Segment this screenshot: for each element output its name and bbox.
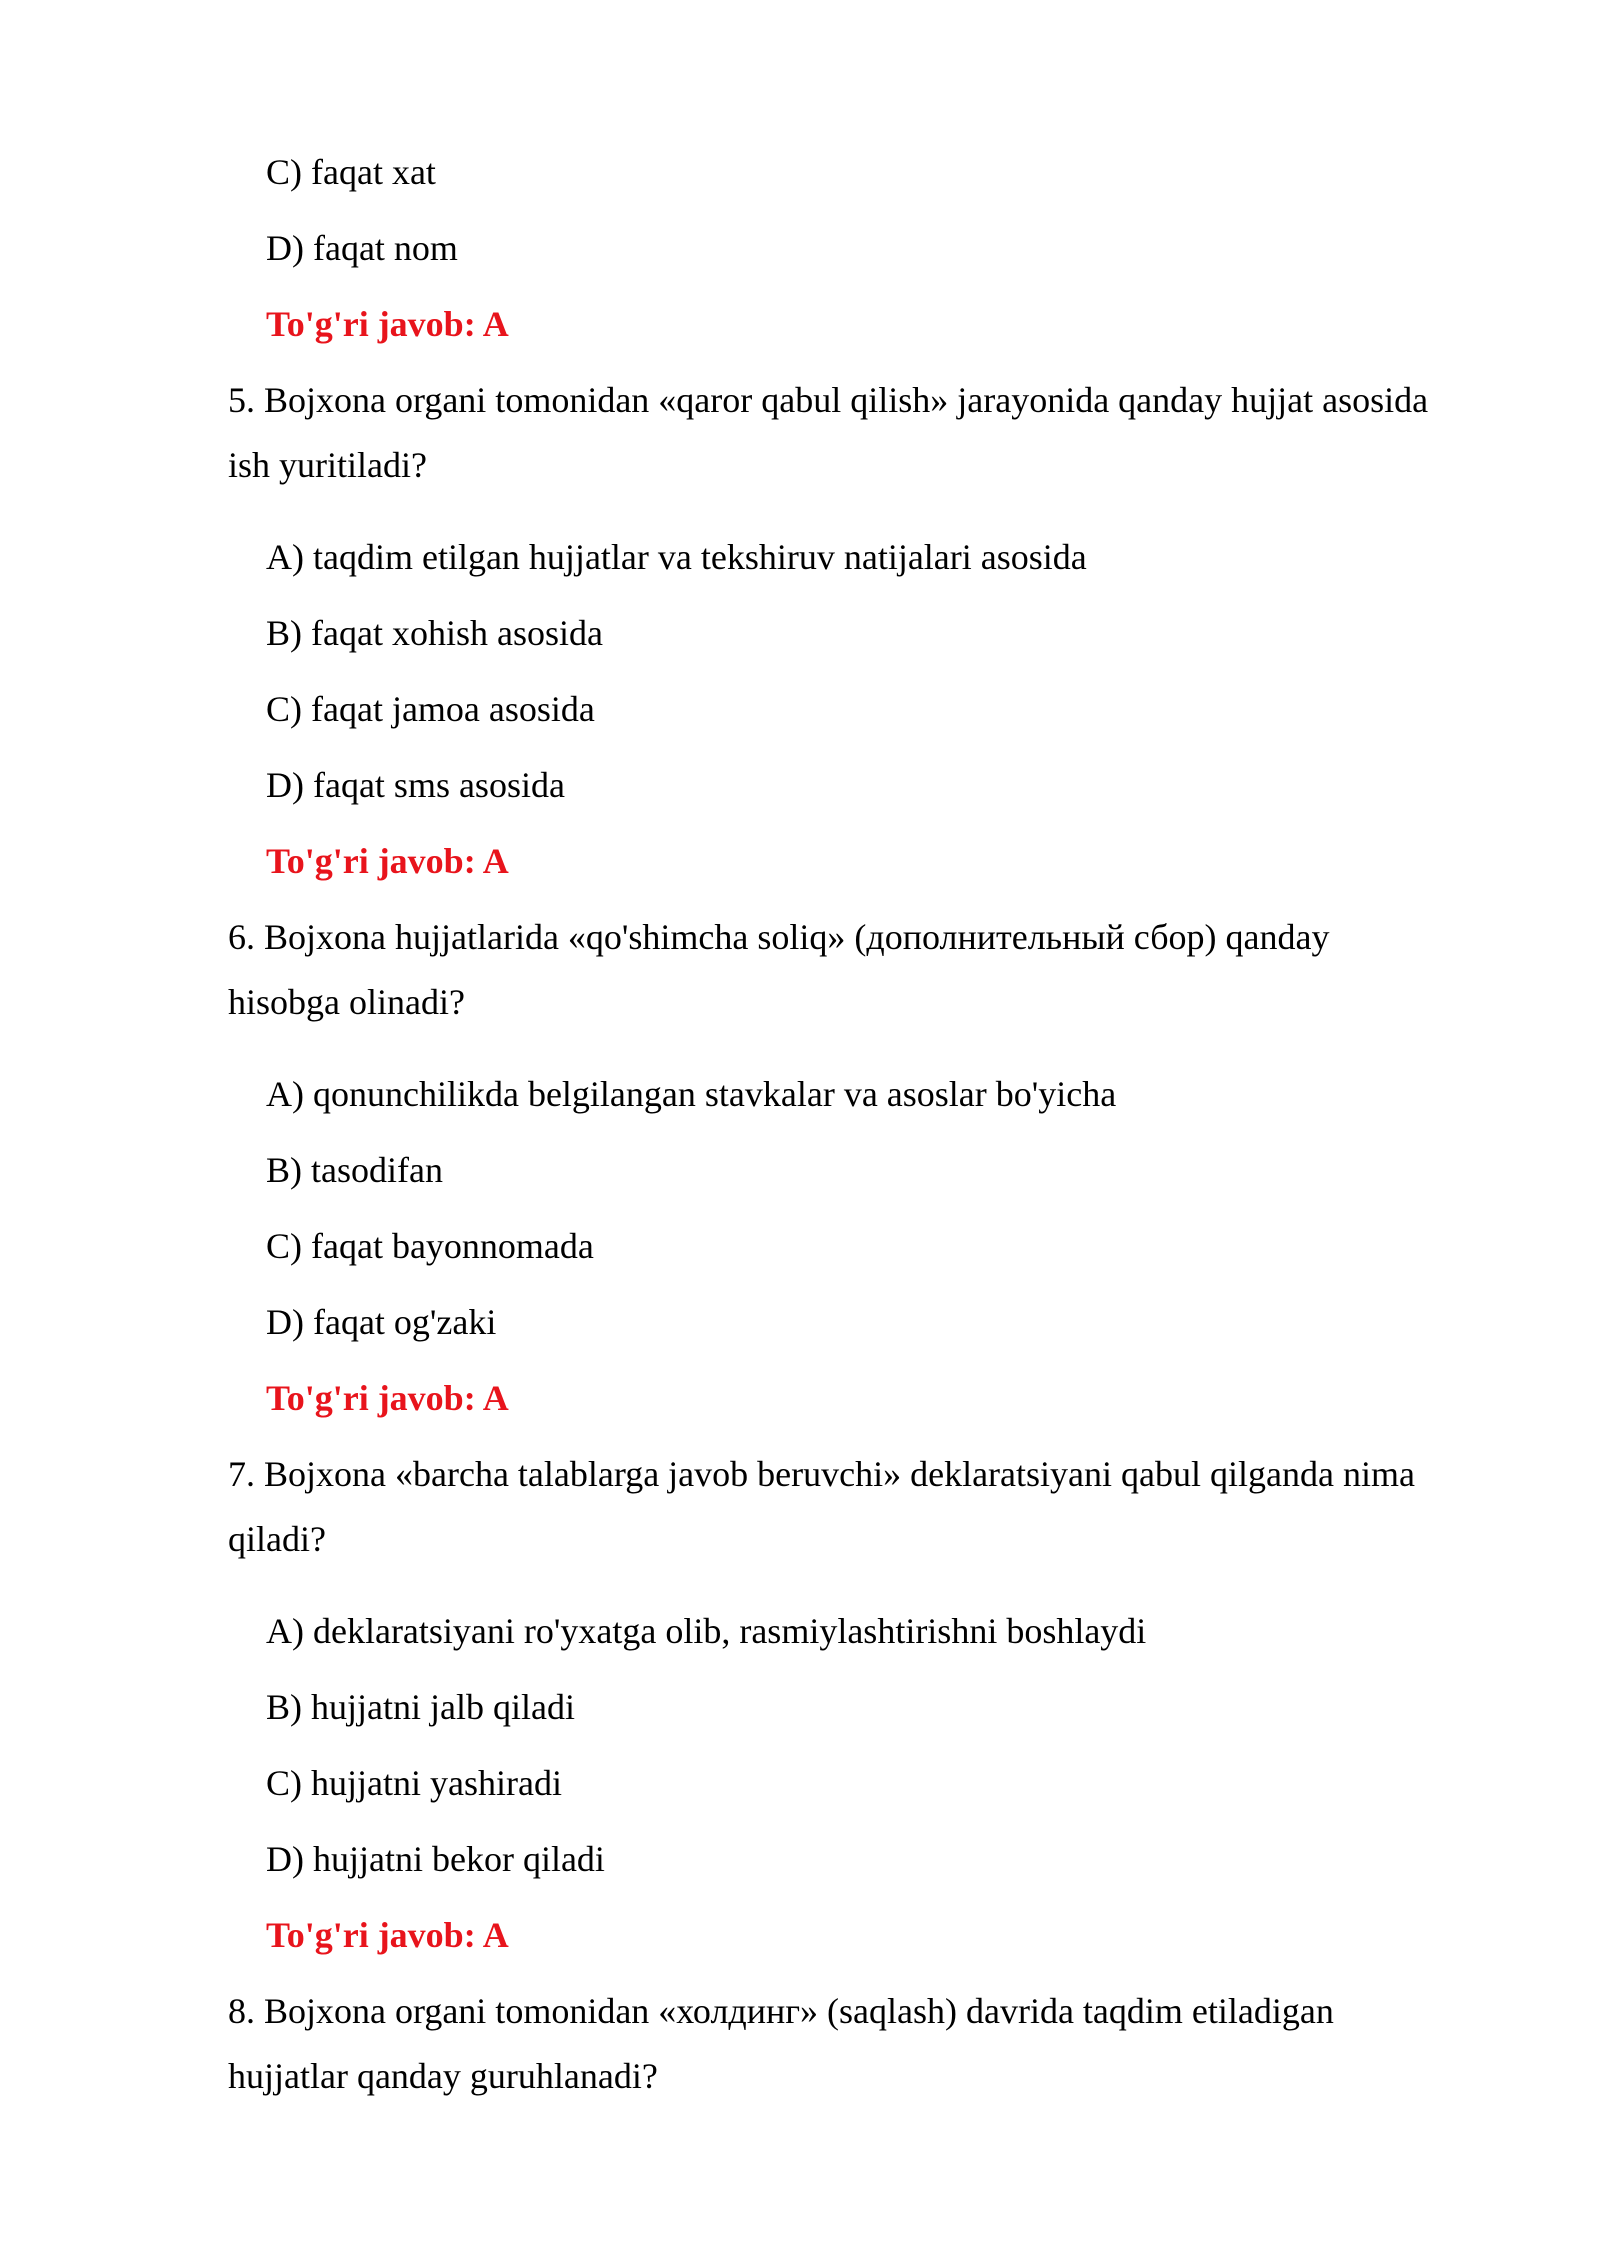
question-5-option-b: B) faqat xohish asosida	[266, 613, 603, 653]
question-5-correct-answer: To'g'ri javob: A	[266, 841, 509, 881]
question-7-line-2: qiladi?	[228, 1519, 326, 1559]
question-6-option-a: A) qonunchilikda belgilangan stavkalar va asoslar bo'yicha	[266, 1074, 1117, 1114]
question-6-option-d: D) faqat og'zaki	[266, 1302, 497, 1342]
question-6-option-c: C) faqat bayonnomada	[266, 1226, 594, 1266]
question-8-line-2: hujjatlar qanday guruhlanadi?	[228, 2056, 658, 2096]
question-5-option-c: C) faqat jamoa asosida	[266, 689, 595, 729]
question-8-line-1: 8. Bojxona organi tomonidan «холдинг» (saqlash) davrida taqdim etiladigan	[228, 1991, 1334, 2031]
question-7-option-d: D) hujjatni bekor qiladi	[266, 1839, 605, 1879]
prev-option-c: C) faqat xat	[266, 152, 436, 192]
question-6-line-2: hisobga olinadi?	[228, 982, 465, 1022]
question-7-option-c: C) hujjatni yashiradi	[266, 1763, 562, 1803]
prev-option-d: D) faqat nom	[266, 228, 458, 268]
question-7-option-b: B) hujjatni jalb qiladi	[266, 1687, 575, 1727]
prev-correct-answer: To'g'ri javob: A	[266, 304, 509, 344]
question-5-line-1: 5. Bojxona organi tomonidan «qaror qabul qilish» jarayonida qanday hujjat asosida	[228, 380, 1429, 420]
question-6-correct-answer: To'g'ri javob: A	[266, 1378, 509, 1418]
question-5-line-2: ish yuritiladi?	[228, 445, 427, 485]
question-5-option-d: D) faqat sms asosida	[266, 765, 565, 805]
question-7-correct-answer: To'g'ri javob: A	[266, 1915, 509, 1955]
question-7-option-a: A) deklaratsiyani ro'yxatga olib, rasmiylashtirishni boshlaydi	[266, 1611, 1147, 1651]
question-6-line-1: 6. Bojxona hujjatlarida «qo'shimcha soliq» (дополнительный сбор) qanday	[228, 917, 1330, 957]
question-7-line-1: 7. Bojxona «barcha talablarga javob beruvchi» deklaratsiyani qabul qilganda nima	[228, 1454, 1415, 1494]
question-5-option-a: A) taqdim etilgan hujjatlar va tekshiruv natijalari asosida	[266, 537, 1087, 577]
question-6-option-b: B) tasodifan	[266, 1150, 443, 1190]
